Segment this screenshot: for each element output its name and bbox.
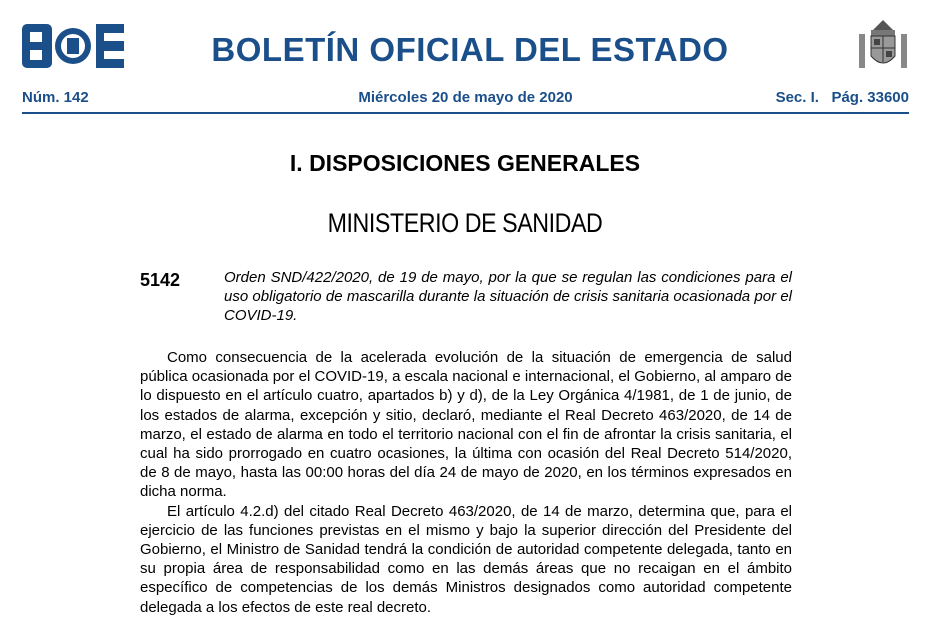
paragraph: Como consecuencia de la acelerada evolución de la situación de emergencia de salud pública ocasionada por el COVID-19, a escala nacional e internacional, el Gobierno, al amparo de lo dispuesto en el artículo cuatro, apartados b) y d), de la Ley Orgánica 4/1981, de 1 de junio, de los estados de alarma, excepción y sitio, declaró, mediante el Real Decreto 463/2020, de 14 de marzo, el estado de alarma en todo el territorio nacional con el fin de afrontar la crisis sanitaria, el cual ha sido prorrogado en cuatro ocasiones, la última con ocasión del Real Decreto 514/2020, de 8 de mayo, hasta las 00:00 horas del día 24 de mayo de 2020, en los términos expresados en dicha norma. xyxy=(140,349,792,501)
boe-logo xyxy=(22,24,124,68)
masthead-title: BOLETÍN OFICIAL DEL ESTADO xyxy=(211,31,729,68)
paragraph: El artículo 4.2.d) del citado Real Decreto 463/2020, de 14 de marzo, determina que, para el ejercicio de las funciones previstas en el mismo y bajo la superior dirección del Presidente del Gobierno, el Ministro de Sanidad tendrá la condición de autoridad competente delegada, tanto en su propia área de responsabilidad como en las demás áreas que no recaigan en el ámbito específico de competencias de los demás Ministros designados como autoridad competente delegada a los efectos de este real decreto. xyxy=(140,502,792,616)
issue-date: Miércoles 20 de mayo de 2020 xyxy=(358,89,573,106)
ministry-heading: MINISTERIO DE SANIDAD xyxy=(327,208,603,238)
coat-of-arms-icon xyxy=(855,16,911,76)
section-title: I. DISPOSICIONES GENERALES xyxy=(289,150,641,176)
document-header xyxy=(0,0,930,120)
header-divider xyxy=(22,112,909,114)
entry-number: 5142 xyxy=(140,270,181,290)
issue-metadata xyxy=(22,89,909,109)
entry-title: Orden SND/422/2020, de 19 de mayo, por la que se regulan las condiciones para el uso obligatorio de mascarilla durante la situación de crisis sanitaria ocasionada por el COVID-19. xyxy=(224,269,792,324)
section-page: Sec. I. Pág. 33600 xyxy=(775,89,909,106)
issue-number: Núm. 142 xyxy=(22,89,89,106)
document-body xyxy=(140,348,792,617)
